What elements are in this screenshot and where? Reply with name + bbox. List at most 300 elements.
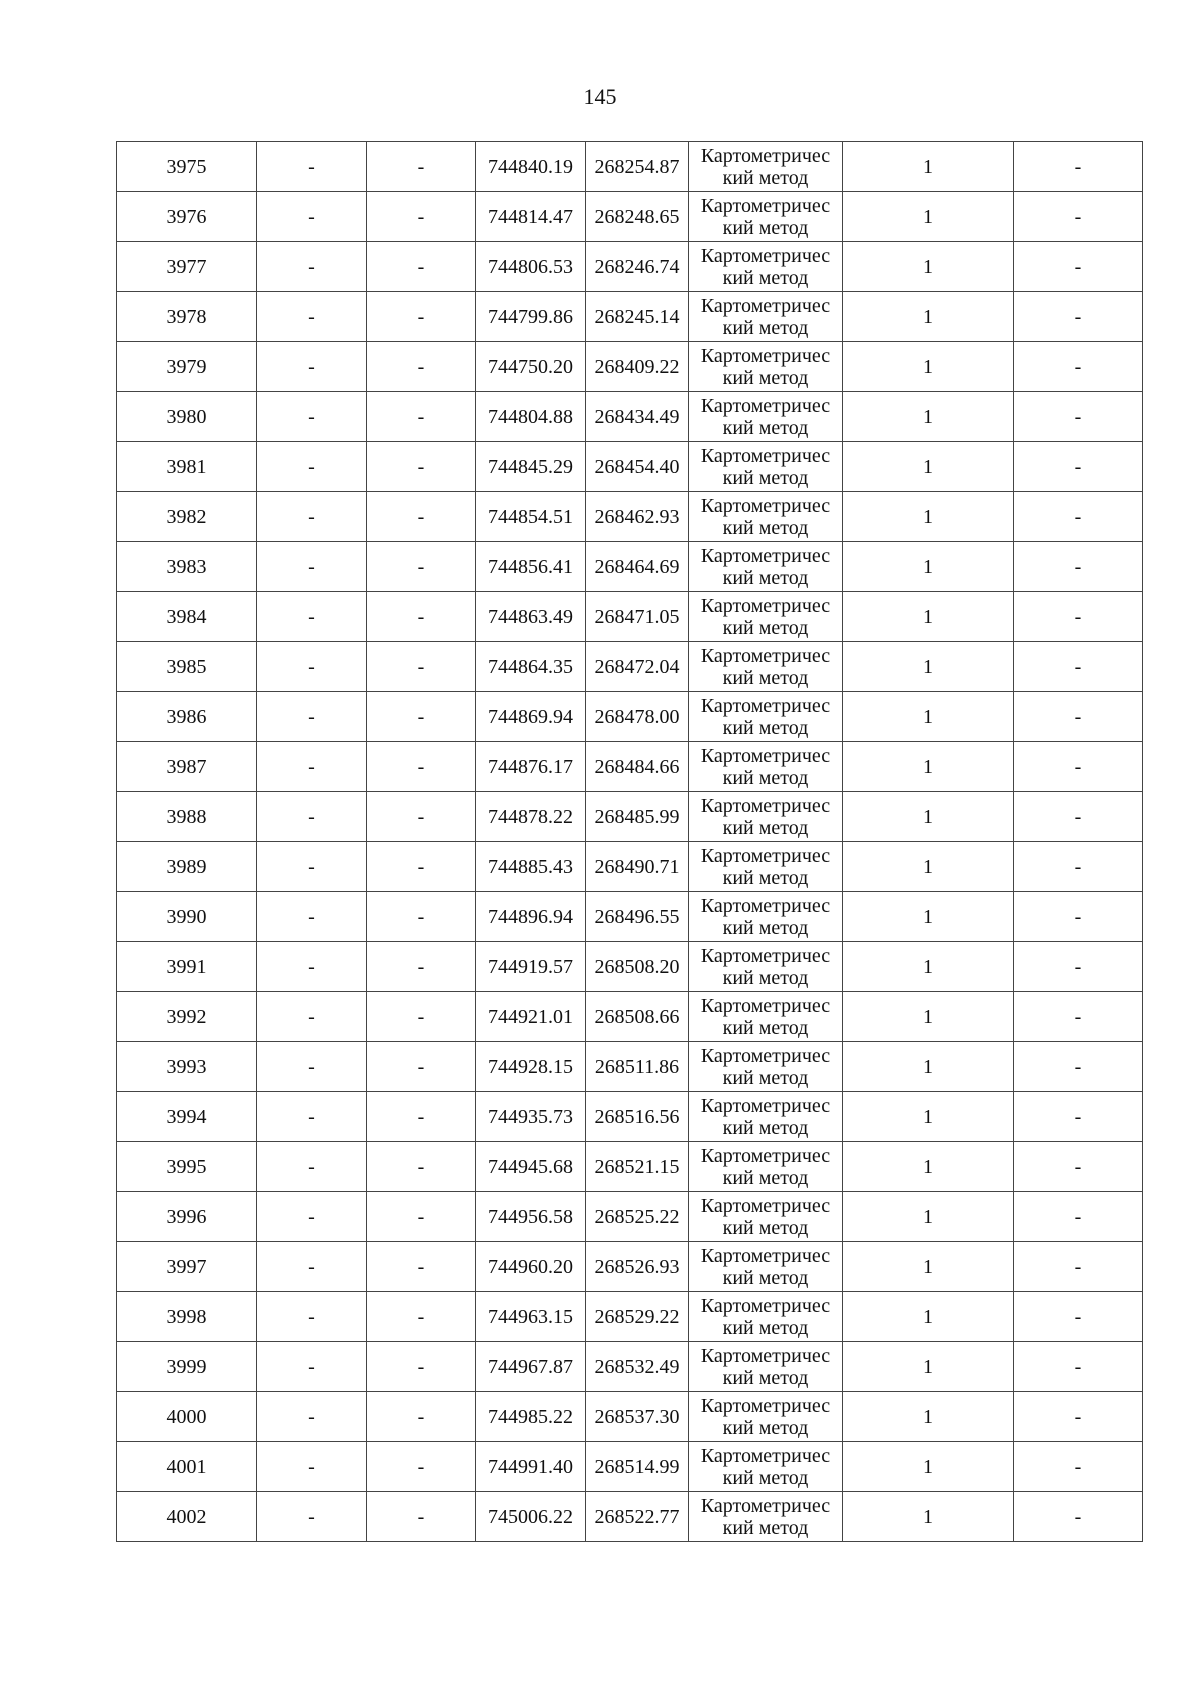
method-text-line-2: кий метод bbox=[722, 266, 809, 289]
method-cell bbox=[689, 842, 843, 892]
empty-dash-cell: - bbox=[367, 742, 476, 792]
x-coordinate-cell: 744750.20 bbox=[476, 342, 586, 392]
method-text-line-2: кий метод bbox=[722, 1316, 809, 1339]
method-text-line-1: Картометричес bbox=[700, 444, 831, 467]
point-number-cell: 3996 bbox=[117, 1192, 257, 1242]
method-cell bbox=[689, 542, 843, 592]
method-text-line-2: кий метод bbox=[722, 1216, 809, 1239]
accuracy-cell: 1 bbox=[843, 1242, 1014, 1292]
method-text-line-2: кий метод bbox=[722, 1116, 809, 1139]
x-coordinate-cell: 744935.73 bbox=[476, 1092, 586, 1142]
empty-dash-cell: - bbox=[1014, 1492, 1143, 1542]
table-row bbox=[117, 1242, 1143, 1292]
table-row bbox=[117, 1442, 1143, 1492]
empty-dash-cell: - bbox=[257, 192, 367, 242]
method-cell bbox=[689, 1192, 843, 1242]
table-row bbox=[117, 1492, 1143, 1542]
empty-dash-cell: - bbox=[1014, 1292, 1143, 1342]
empty-dash-cell: - bbox=[257, 1292, 367, 1342]
accuracy-cell: 1 bbox=[843, 542, 1014, 592]
table-row bbox=[117, 192, 1143, 242]
method-cell bbox=[689, 142, 843, 192]
method-text-line-1: Картометричес bbox=[700, 944, 831, 967]
accuracy-cell: 1 bbox=[843, 1342, 1014, 1392]
y-coordinate-cell: 268246.74 bbox=[586, 242, 689, 292]
method-text-line-1: Картометричес bbox=[700, 1494, 831, 1517]
table-row bbox=[117, 992, 1143, 1042]
table-row bbox=[117, 942, 1143, 992]
empty-dash-cell: - bbox=[367, 592, 476, 642]
empty-dash-cell: - bbox=[1014, 592, 1143, 642]
accuracy-cell: 1 bbox=[843, 1392, 1014, 1442]
table-row bbox=[117, 342, 1143, 392]
point-number-cell: 4000 bbox=[117, 1392, 257, 1442]
point-number-cell: 3997 bbox=[117, 1242, 257, 1292]
empty-dash-cell: - bbox=[367, 1042, 476, 1092]
empty-dash-cell: - bbox=[367, 1492, 476, 1542]
method-cell bbox=[689, 1042, 843, 1092]
accuracy-cell: 1 bbox=[843, 692, 1014, 742]
method-text-line-1: Картометричес bbox=[700, 794, 831, 817]
method-cell bbox=[689, 892, 843, 942]
method-text-line-1: Картометричес bbox=[700, 544, 831, 567]
table-row bbox=[117, 1192, 1143, 1242]
y-coordinate-cell: 268511.86 bbox=[586, 1042, 689, 1092]
empty-dash-cell: - bbox=[1014, 1042, 1143, 1092]
x-coordinate-cell: 744876.17 bbox=[476, 742, 586, 792]
method-text-line-1: Картометричес bbox=[700, 1094, 831, 1117]
table-row bbox=[117, 842, 1143, 892]
method-text-line-2: кий метод bbox=[722, 916, 809, 939]
method-text-line-2: кий метод bbox=[722, 516, 809, 539]
method-cell bbox=[689, 292, 843, 342]
point-number-cell: 3977 bbox=[117, 242, 257, 292]
y-coordinate-cell: 268245.14 bbox=[586, 292, 689, 342]
point-number-cell: 3985 bbox=[117, 642, 257, 692]
method-text-line-1: Картометричес bbox=[700, 1344, 831, 1367]
y-coordinate-cell: 268529.22 bbox=[586, 1292, 689, 1342]
method-cell bbox=[689, 492, 843, 542]
empty-dash-cell: - bbox=[1014, 1142, 1143, 1192]
accuracy-cell: 1 bbox=[843, 492, 1014, 542]
table-row bbox=[117, 442, 1143, 492]
y-coordinate-cell: 268478.00 bbox=[586, 692, 689, 742]
method-cell bbox=[689, 442, 843, 492]
point-number-cell: 3993 bbox=[117, 1042, 257, 1092]
method-cell bbox=[689, 1442, 843, 1492]
method-text-line-2: кий метод bbox=[722, 1416, 809, 1439]
accuracy-cell: 1 bbox=[843, 1092, 1014, 1142]
y-coordinate-cell: 268521.15 bbox=[586, 1142, 689, 1192]
method-cell bbox=[689, 1492, 843, 1542]
method-cell bbox=[689, 1292, 843, 1342]
empty-dash-cell: - bbox=[1014, 392, 1143, 442]
method-text-line-2: кий метод bbox=[722, 866, 809, 889]
x-coordinate-cell: 744945.68 bbox=[476, 1142, 586, 1192]
x-coordinate-cell: 744804.88 bbox=[476, 392, 586, 442]
method-text-line-2: кий метод bbox=[722, 466, 809, 489]
empty-dash-cell: - bbox=[257, 242, 367, 292]
empty-dash-cell: - bbox=[1014, 642, 1143, 692]
empty-dash-cell: - bbox=[367, 292, 476, 342]
empty-dash-cell: - bbox=[367, 1292, 476, 1342]
x-coordinate-cell: 744814.47 bbox=[476, 192, 586, 242]
table-row bbox=[117, 1042, 1143, 1092]
empty-dash-cell: - bbox=[367, 842, 476, 892]
coordinates-table bbox=[116, 141, 1143, 1542]
point-number-cell: 3986 bbox=[117, 692, 257, 742]
table-row bbox=[117, 642, 1143, 692]
empty-dash-cell: - bbox=[367, 1392, 476, 1442]
method-text-line-2: кий метод bbox=[722, 1066, 809, 1089]
point-number-cell: 3994 bbox=[117, 1092, 257, 1142]
method-text-line-2: кий метод bbox=[722, 366, 809, 389]
point-number-cell: 3989 bbox=[117, 842, 257, 892]
empty-dash-cell: - bbox=[257, 492, 367, 542]
method-text-line-2: кий метод bbox=[722, 1166, 809, 1189]
method-text-line-2: кий метод bbox=[722, 416, 809, 439]
y-coordinate-cell: 268525.22 bbox=[586, 1192, 689, 1242]
method-text-line-2: кий метод bbox=[722, 1466, 809, 1489]
empty-dash-cell: - bbox=[257, 842, 367, 892]
x-coordinate-cell: 744967.87 bbox=[476, 1342, 586, 1392]
empty-dash-cell: - bbox=[257, 542, 367, 592]
point-number-cell: 3980 bbox=[117, 392, 257, 442]
empty-dash-cell: - bbox=[257, 142, 367, 192]
empty-dash-cell: - bbox=[1014, 442, 1143, 492]
method-cell bbox=[689, 1142, 843, 1192]
y-coordinate-cell: 268254.87 bbox=[586, 142, 689, 192]
empty-dash-cell: - bbox=[367, 392, 476, 442]
empty-dash-cell: - bbox=[367, 1342, 476, 1392]
method-text-line-1: Картометричес bbox=[700, 894, 831, 917]
accuracy-cell: 1 bbox=[843, 392, 1014, 442]
accuracy-cell: 1 bbox=[843, 592, 1014, 642]
x-coordinate-cell: 744869.94 bbox=[476, 692, 586, 742]
table-row bbox=[117, 592, 1143, 642]
point-number-cell: 3979 bbox=[117, 342, 257, 392]
empty-dash-cell: - bbox=[367, 242, 476, 292]
point-number-cell: 3981 bbox=[117, 442, 257, 492]
empty-dash-cell: - bbox=[367, 942, 476, 992]
method-text-line-1: Картометричес bbox=[700, 1244, 831, 1267]
method-text-line-2: кий метод bbox=[722, 1016, 809, 1039]
accuracy-cell: 1 bbox=[843, 892, 1014, 942]
empty-dash-cell: - bbox=[1014, 692, 1143, 742]
table-row bbox=[117, 492, 1143, 542]
empty-dash-cell: - bbox=[257, 592, 367, 642]
point-number-cell: 3984 bbox=[117, 592, 257, 642]
page-number: 145 bbox=[583, 84, 617, 109]
empty-dash-cell: - bbox=[1014, 892, 1143, 942]
method-text-line-1: Картометричес bbox=[700, 294, 831, 317]
x-coordinate-cell: 744840.19 bbox=[476, 142, 586, 192]
point-number-cell: 3990 bbox=[117, 892, 257, 942]
method-text-line-2: кий метод bbox=[722, 616, 809, 639]
empty-dash-cell: - bbox=[1014, 142, 1143, 192]
x-coordinate-cell: 744845.29 bbox=[476, 442, 586, 492]
method-text-line-1: Картометричес bbox=[700, 594, 831, 617]
method-cell bbox=[689, 1242, 843, 1292]
y-coordinate-cell: 268516.56 bbox=[586, 1092, 689, 1142]
point-number-cell: 3987 bbox=[117, 742, 257, 792]
empty-dash-cell: - bbox=[1014, 1342, 1143, 1392]
empty-dash-cell: - bbox=[257, 742, 367, 792]
y-coordinate-cell: 268496.55 bbox=[586, 892, 689, 942]
method-cell bbox=[689, 942, 843, 992]
empty-dash-cell: - bbox=[1014, 1092, 1143, 1142]
empty-dash-cell: - bbox=[1014, 1242, 1143, 1292]
point-number-cell: 3978 bbox=[117, 292, 257, 342]
accuracy-cell: 1 bbox=[843, 292, 1014, 342]
empty-dash-cell: - bbox=[367, 1242, 476, 1292]
table-row bbox=[117, 792, 1143, 842]
empty-dash-cell: - bbox=[257, 642, 367, 692]
empty-dash-cell: - bbox=[367, 1192, 476, 1242]
accuracy-cell: 1 bbox=[843, 1192, 1014, 1242]
method-text-line-1: Картометричес bbox=[700, 1144, 831, 1167]
y-coordinate-cell: 268485.99 bbox=[586, 792, 689, 842]
table-row bbox=[117, 1342, 1143, 1392]
y-coordinate-cell: 268471.05 bbox=[586, 592, 689, 642]
table-row bbox=[117, 1142, 1143, 1192]
empty-dash-cell: - bbox=[257, 342, 367, 392]
empty-dash-cell: - bbox=[367, 542, 476, 592]
method-text-line-1: Картометричес bbox=[700, 494, 831, 517]
empty-dash-cell: - bbox=[1014, 792, 1143, 842]
point-number-cell: 3975 bbox=[117, 142, 257, 192]
method-text-line-1: Картометричес bbox=[700, 394, 831, 417]
table-row bbox=[117, 1292, 1143, 1342]
method-text-line-2: кий метод bbox=[722, 1366, 809, 1389]
empty-dash-cell: - bbox=[367, 892, 476, 942]
accuracy-cell: 1 bbox=[843, 242, 1014, 292]
method-text-line-1: Картометричес bbox=[700, 1044, 831, 1067]
y-coordinate-cell: 268434.49 bbox=[586, 392, 689, 442]
empty-dash-cell: - bbox=[257, 1342, 367, 1392]
x-coordinate-cell: 744921.01 bbox=[476, 992, 586, 1042]
point-number-cell: 3983 bbox=[117, 542, 257, 592]
y-coordinate-cell: 268508.66 bbox=[586, 992, 689, 1042]
empty-dash-cell: - bbox=[1014, 242, 1143, 292]
table-row bbox=[117, 742, 1143, 792]
empty-dash-cell: - bbox=[367, 692, 476, 742]
empty-dash-cell: - bbox=[1014, 542, 1143, 592]
empty-dash-cell: - bbox=[257, 1142, 367, 1192]
method-text-line-1: Картометричес bbox=[700, 694, 831, 717]
method-cell bbox=[689, 592, 843, 642]
x-coordinate-cell: 744896.94 bbox=[476, 892, 586, 942]
empty-dash-cell: - bbox=[1014, 192, 1143, 242]
empty-dash-cell: - bbox=[257, 892, 367, 942]
empty-dash-cell: - bbox=[257, 992, 367, 1042]
empty-dash-cell: - bbox=[257, 1392, 367, 1442]
method-text-line-1: Картометричес bbox=[700, 1394, 831, 1417]
method-cell bbox=[689, 692, 843, 742]
table-row bbox=[117, 692, 1143, 742]
y-coordinate-cell: 268454.40 bbox=[586, 442, 689, 492]
method-text-line-2: кий метод bbox=[722, 716, 809, 739]
method-text-line-2: кий метод bbox=[722, 666, 809, 689]
empty-dash-cell: - bbox=[257, 942, 367, 992]
method-text-line-2: кий метод bbox=[722, 1266, 809, 1289]
empty-dash-cell: - bbox=[1014, 742, 1143, 792]
empty-dash-cell: - bbox=[257, 1442, 367, 1492]
accuracy-cell: 1 bbox=[843, 942, 1014, 992]
method-text-line-2: кий метод bbox=[722, 216, 809, 239]
empty-dash-cell: - bbox=[367, 1092, 476, 1142]
x-coordinate-cell: 744806.53 bbox=[476, 242, 586, 292]
x-coordinate-cell: 744878.22 bbox=[476, 792, 586, 842]
method-text-line-1: Картометричес bbox=[700, 144, 831, 167]
point-number-cell: 3998 bbox=[117, 1292, 257, 1342]
table-row bbox=[117, 142, 1143, 192]
accuracy-cell: 1 bbox=[843, 142, 1014, 192]
table-row bbox=[117, 1392, 1143, 1442]
empty-dash-cell: - bbox=[367, 792, 476, 842]
empty-dash-cell: - bbox=[367, 442, 476, 492]
point-number-cell: 4002 bbox=[117, 1492, 257, 1542]
empty-dash-cell: - bbox=[367, 992, 476, 1042]
table-row bbox=[117, 542, 1143, 592]
table-row bbox=[117, 292, 1143, 342]
y-coordinate-cell: 268532.49 bbox=[586, 1342, 689, 1392]
table-row bbox=[117, 392, 1143, 442]
empty-dash-cell: - bbox=[367, 342, 476, 392]
point-number-cell: 3995 bbox=[117, 1142, 257, 1192]
method-cell bbox=[689, 742, 843, 792]
x-coordinate-cell: 744799.86 bbox=[476, 292, 586, 342]
method-text-line-1: Картометричес bbox=[700, 1194, 831, 1217]
empty-dash-cell: - bbox=[1014, 842, 1143, 892]
accuracy-cell: 1 bbox=[843, 1292, 1014, 1342]
y-coordinate-cell: 268409.22 bbox=[586, 342, 689, 392]
method-text-line-1: Картометричес bbox=[700, 244, 831, 267]
accuracy-cell: 1 bbox=[843, 992, 1014, 1042]
empty-dash-cell: - bbox=[257, 1492, 367, 1542]
empty-dash-cell: - bbox=[257, 1192, 367, 1242]
table-row bbox=[117, 242, 1143, 292]
x-coordinate-cell: 745006.22 bbox=[476, 1492, 586, 1542]
method-cell bbox=[689, 992, 843, 1042]
y-coordinate-cell: 268248.65 bbox=[586, 192, 689, 242]
empty-dash-cell: - bbox=[367, 1442, 476, 1492]
empty-dash-cell: - bbox=[367, 642, 476, 692]
y-coordinate-cell: 268464.69 bbox=[586, 542, 689, 592]
method-cell bbox=[689, 642, 843, 692]
empty-dash-cell: - bbox=[1014, 342, 1143, 392]
y-coordinate-cell: 268526.93 bbox=[586, 1242, 689, 1292]
empty-dash-cell: - bbox=[257, 1042, 367, 1092]
point-number-cell: 3999 bbox=[117, 1342, 257, 1392]
empty-dash-cell: - bbox=[367, 492, 476, 542]
accuracy-cell: 1 bbox=[843, 1492, 1014, 1542]
x-coordinate-cell: 744963.15 bbox=[476, 1292, 586, 1342]
x-coordinate-cell: 744856.41 bbox=[476, 542, 586, 592]
coordinates-table-body bbox=[117, 142, 1143, 1542]
empty-dash-cell: - bbox=[257, 442, 367, 492]
table-row bbox=[117, 892, 1143, 942]
y-coordinate-cell: 268490.71 bbox=[586, 842, 689, 892]
empty-dash-cell: - bbox=[1014, 292, 1143, 342]
point-number-cell: 3976 bbox=[117, 192, 257, 242]
method-cell bbox=[689, 1342, 843, 1392]
method-text-line-2: кий метод bbox=[722, 1516, 809, 1539]
empty-dash-cell: - bbox=[1014, 1442, 1143, 1492]
y-coordinate-cell: 268472.04 bbox=[586, 642, 689, 692]
method-text-line-1: Картометричес bbox=[700, 744, 831, 767]
accuracy-cell: 1 bbox=[843, 742, 1014, 792]
empty-dash-cell: - bbox=[367, 192, 476, 242]
empty-dash-cell: - bbox=[257, 692, 367, 742]
y-coordinate-cell: 268522.77 bbox=[586, 1492, 689, 1542]
y-coordinate-cell: 268484.66 bbox=[586, 742, 689, 792]
empty-dash-cell: - bbox=[257, 1092, 367, 1142]
accuracy-cell: 1 bbox=[843, 1442, 1014, 1492]
table-row bbox=[117, 1092, 1143, 1142]
method-text-line-2: кий метод bbox=[722, 966, 809, 989]
method-text-line-1: Картометричес bbox=[700, 344, 831, 367]
point-number-cell: 3992 bbox=[117, 992, 257, 1042]
method-text-line-2: кий метод bbox=[722, 566, 809, 589]
empty-dash-cell: - bbox=[367, 1142, 476, 1192]
point-number-cell: 4001 bbox=[117, 1442, 257, 1492]
y-coordinate-cell: 268462.93 bbox=[586, 492, 689, 542]
accuracy-cell: 1 bbox=[843, 342, 1014, 392]
y-coordinate-cell: 268508.20 bbox=[586, 942, 689, 992]
accuracy-cell: 1 bbox=[843, 192, 1014, 242]
x-coordinate-cell: 744863.49 bbox=[476, 592, 586, 642]
y-coordinate-cell: 268537.30 bbox=[586, 1392, 689, 1442]
method-text-line-1: Картометричес bbox=[700, 194, 831, 217]
method-cell bbox=[689, 392, 843, 442]
accuracy-cell: 1 bbox=[843, 442, 1014, 492]
method-text-line-1: Картометричес bbox=[700, 1294, 831, 1317]
empty-dash-cell: - bbox=[367, 142, 476, 192]
x-coordinate-cell: 744919.57 bbox=[476, 942, 586, 992]
accuracy-cell: 1 bbox=[843, 842, 1014, 892]
x-coordinate-cell: 744991.40 bbox=[476, 1442, 586, 1492]
method-text-line-1: Картометричес bbox=[700, 844, 831, 867]
method-text-line-2: кий метод bbox=[722, 766, 809, 789]
x-coordinate-cell: 744956.58 bbox=[476, 1192, 586, 1242]
method-cell bbox=[689, 192, 843, 242]
accuracy-cell: 1 bbox=[843, 792, 1014, 842]
y-coordinate-cell: 268514.99 bbox=[586, 1442, 689, 1492]
empty-dash-cell: - bbox=[1014, 992, 1143, 1042]
method-text-line-1: Картометричес bbox=[700, 1444, 831, 1467]
method-cell bbox=[689, 1392, 843, 1442]
accuracy-cell: 1 bbox=[843, 642, 1014, 692]
point-number-cell: 3988 bbox=[117, 792, 257, 842]
accuracy-cell: 1 bbox=[843, 1042, 1014, 1092]
x-coordinate-cell: 744960.20 bbox=[476, 1242, 586, 1292]
x-coordinate-cell: 744864.35 bbox=[476, 642, 586, 692]
x-coordinate-cell: 744985.22 bbox=[476, 1392, 586, 1442]
method-cell bbox=[689, 1092, 843, 1142]
empty-dash-cell: - bbox=[1014, 492, 1143, 542]
method-cell bbox=[689, 792, 843, 842]
point-number-cell: 3991 bbox=[117, 942, 257, 992]
empty-dash-cell: - bbox=[1014, 942, 1143, 992]
method-cell bbox=[689, 342, 843, 392]
method-text-line-1: Картометричес bbox=[700, 994, 831, 1017]
empty-dash-cell: - bbox=[257, 1242, 367, 1292]
empty-dash-cell: - bbox=[257, 392, 367, 442]
accuracy-cell: 1 bbox=[843, 1142, 1014, 1192]
empty-dash-cell: - bbox=[257, 292, 367, 342]
x-coordinate-cell: 744854.51 bbox=[476, 492, 586, 542]
